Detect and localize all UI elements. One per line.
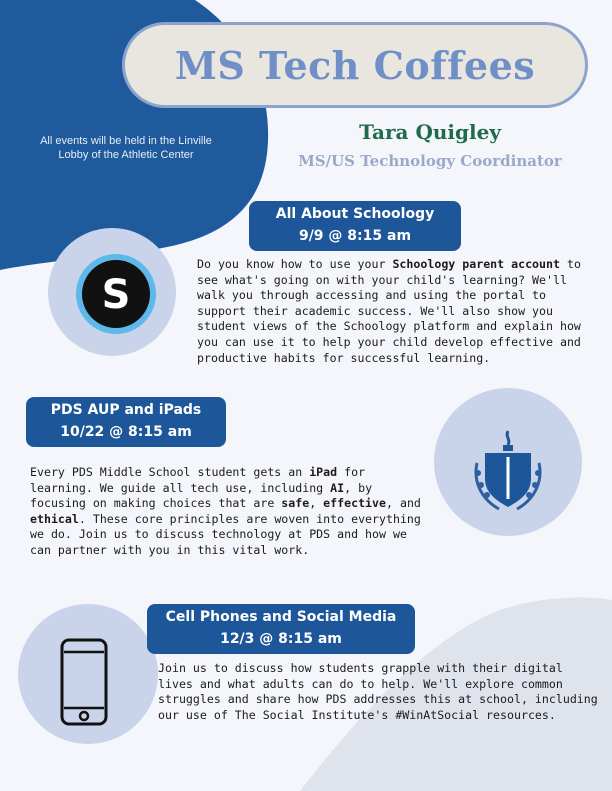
emphasis-text: ethical [30,511,79,526]
pds-crest-icon [463,423,553,513]
body-text-run: to see what's going on with your child's learning? We'll walk you through accessing and using the portal to support their academic success. We'll also show you student views of the Schoology platform and explain how you can use it to help your child develop effective and productive habits for successful learning. [197,257,581,365]
body-text-run: , [309,496,324,511]
body-text-run: , by focusing on making choices that are [30,480,373,511]
presenter-role: MS/US Technology Coordinator [298,152,562,170]
emphasis-text: iPad [309,465,338,479]
event-1-date: 9/9 @ 8:15 am [298,228,412,244]
schoology-logo-icon [74,252,158,336]
body-text-run: Every PDS Middle School student gets an [30,465,310,479]
event-2-date: 10/22 @ 8:15 am [60,424,192,440]
body-text-run: for learning. We guide all tech use, including [30,465,366,495]
event-3-badge [147,604,415,654]
event-1-description [197,257,599,366]
body-text-run: Join us to discuss how students grapple with their digital lives and what adults can do to help. We'll explore common struggles and share how PDS addresses this at school, including our use of The Social Institute's #WinAtSocial resources. [158,661,598,722]
event-2-title: PDS AUP and iPads [50,402,202,418]
emphasis-text: effective [323,496,386,511]
event-3-description [158,661,598,723]
presenter-name: Tara Quigley [359,120,501,144]
event-3-title: Cell Phones and Social Media [165,609,397,625]
svg-text:S: S [101,272,131,318]
event-2-description [30,465,432,559]
venue-note: All events will be held in the Linville Lobby of the Athletic Center [40,135,212,161]
smartphone-icon [58,636,118,728]
body-text-run: . These core principles are woven into everything we do. Join us to discuss technology at PDS and how we can partner with you in this vital work. [30,511,421,557]
emphasis-text: Schoology parent account [392,257,560,271]
event-1-title: All About Schoology [275,206,435,222]
event-2-badge [26,397,226,447]
emphasis-text: safe [281,496,310,511]
event-1-badge [249,201,461,251]
body-text-run: Do you know how to use your [197,257,393,271]
body-text-run: , and [386,496,421,511]
page-title: MS Tech Coffees [122,22,588,108]
emphasis-text: AI [330,480,345,495]
event-3-date: 12/3 @ 8:15 am [220,631,342,647]
